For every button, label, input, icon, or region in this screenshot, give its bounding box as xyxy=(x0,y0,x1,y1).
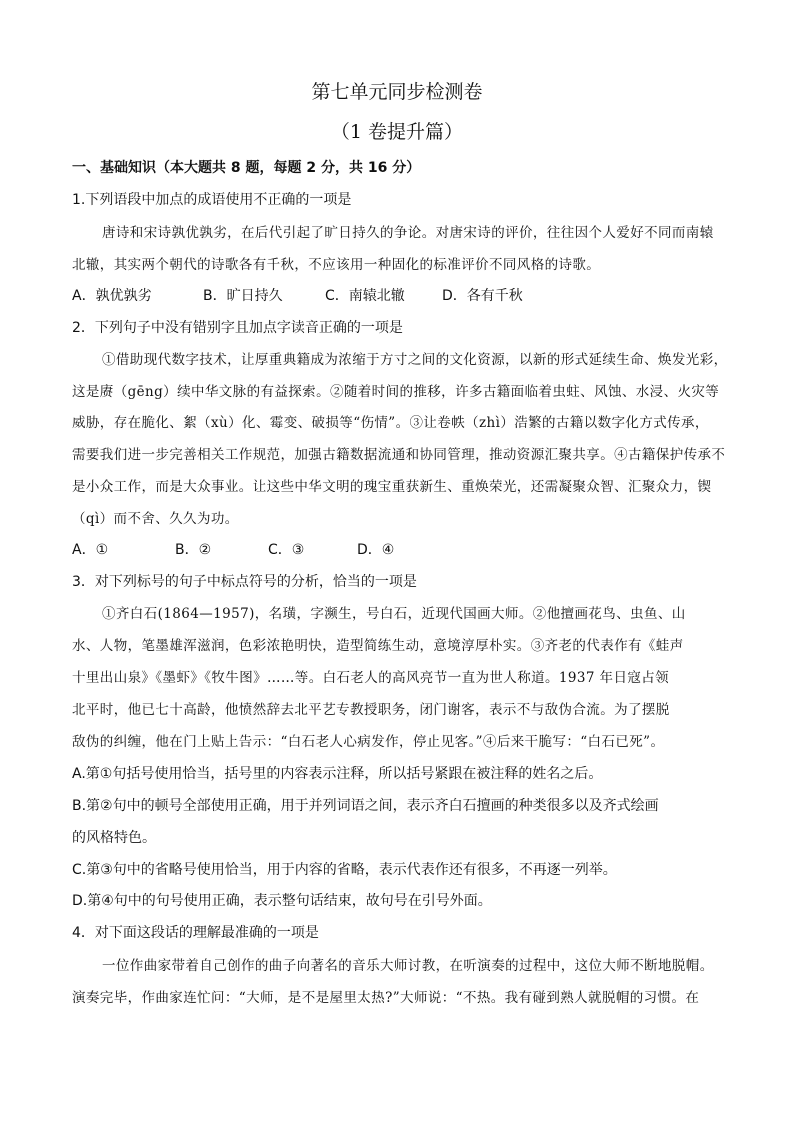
question-3-passage-line: ①齐白石(1864—1957)，名璜，字濒生，号白石，近现代国画大师。②他擅画花鸟、虫鱼、山 xyxy=(102,606,686,622)
question-3-passage-line: 北平时，他已七十高龄，他愤然辞去北平艺专教授职务，闭门谢客，表示不与敌伪合流。为了摆脱 xyxy=(72,702,670,718)
question-1-option-a[interactable]: A．孰优孰劣 xyxy=(72,288,152,304)
question-1-passage-line: 北辙，其实两个朝代的诗歌各有千秋，不应该用一种固化的标准评价不同风格的诗歌。 xyxy=(72,257,601,273)
question-2-option-a[interactable]: A．① xyxy=(72,542,109,558)
question-3-stem: 3．对下列标号的句子中标点符号的分析，恰当的一项是 xyxy=(72,574,417,590)
question-4-passage-line: 一位作曲家带着自己创作的曲子向著名的音乐大师讨教，在听演奏的过程中，这位大师不断地脱帽。 xyxy=(102,958,714,974)
question-2-passage-line: ①借助现代数字技术，让厚重典籍成为浓缩于方寸之间的文化资源，以新的形式延续生命、焕发光彩， xyxy=(102,352,728,368)
question-2-stem: 2．下列句子中没有错别字且加点字读音正确的一项是 xyxy=(72,320,403,336)
question-3-option-d[interactable]: D.第④句中的句号使用正确，表示整句话结束，故句号在引号外面。 xyxy=(72,893,492,909)
question-1-option-b[interactable]: B．旷日持久 xyxy=(203,288,283,304)
question-3-option-b-continued: 的风格特色。 xyxy=(72,830,156,846)
question-2-passage-line: 是小众工作，而是大众事业。让这些中华文明的瑰宝重获新生、重焕荣光，还需凝聚众智、汇聚众力，锲 xyxy=(72,479,712,495)
question-3-option-a[interactable]: A.第①句括号使用恰当，括号里的内容表示注释，所以括号紧跟在被注释的姓名之后。 xyxy=(72,766,603,782)
page-title: 第七单元同步检测卷 xyxy=(311,81,483,103)
section-heading: 一、基础知识（本大题共 8 题，每题 2 分，共 16 分） xyxy=(72,160,421,176)
question-2-option-b[interactable]: B．② xyxy=(175,542,212,558)
question-3-option-c[interactable]: C.第③句中的省略号使用恰当，用于内容的省略，表示代表作还有很多，不再逐一列举。 xyxy=(72,862,617,878)
question-4-stem: 4．对下面这段话的理解最准确的一项是 xyxy=(72,925,319,941)
question-1-option-c[interactable]: C．南辕北辙 xyxy=(325,288,405,304)
question-2-passage-line: 需要我们进一步完善相关工作规范，加强古籍数据流通和协同管理，推动资源汇聚共享。④古籍保护传承不 xyxy=(72,447,726,463)
question-2-option-c[interactable]: C．③ xyxy=(268,542,305,558)
question-2-passage-line: 这是赓（gēng）续中华文脉的有益探索。②随着时间的推移，许多古籍面临着虫蛀、风蚀、水浸、火灾等 xyxy=(72,384,720,400)
question-1-option-d[interactable]: D．各有千秋 xyxy=(442,288,523,304)
question-3-option-b[interactable]: B.第②句中的顿号全部使用正确，用于并列词语之间，表示齐白石擅画的种类很多以及齐式绘画 xyxy=(72,798,659,814)
question-3-passage-line: 十里出山泉》《墨虾》《牧牛图》……等。白石老人的高风亮节一直为世人称道。1937 年日寇占领 xyxy=(72,670,670,686)
question-2-passage-line: 威胁，存在脆化、絮（xù）化、霉变、破损等“伤情”。③让卷帙（zhì）浩繁的古籍以数字化方式传承， xyxy=(72,415,709,431)
question-1-passage-line: 唐诗和宋诗孰优孰劣，在后代引起了旷日持久的争论。对唐宋诗的评价，往往因个人爱好不同而南辕 xyxy=(102,225,714,241)
page-subtitle: （1 卷提升篇） xyxy=(330,121,464,143)
question-3-passage-line: 水、人物，笔墨雄浑滋润，色彩浓艳明快，造型简练生动，意境淳厚朴实。③齐老的代表作有《蛙声 xyxy=(72,638,684,654)
question-3-passage-line: 敌伪的纠缠，他在门上贴上告示：“白石老人心病发作，停止见客。”④后来干脆写：“白石已死”。 xyxy=(72,734,665,750)
question-1-stem: 1.下列语段中加点的成语使用不正确的一项是 xyxy=(72,192,352,208)
question-2-option-d[interactable]: D．④ xyxy=(357,542,395,558)
question-4-passage-line: 演奏完毕，作曲家连忙问：“大师，是不是屋里太热?”大师说：“不热。我有碰到熟人就脱帽的习惯。在 xyxy=(72,990,700,1006)
question-2-passage-line: （qì）而不舍、久久为功。 xyxy=(72,511,239,527)
